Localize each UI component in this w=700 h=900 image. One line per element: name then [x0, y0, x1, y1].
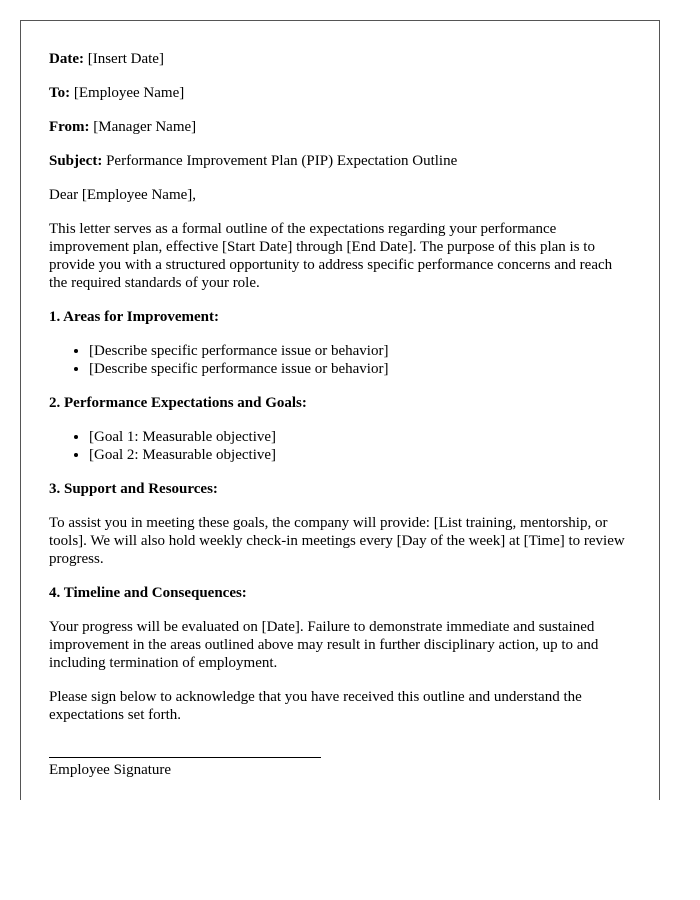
date-label: Date:	[49, 51, 84, 67]
list-item: • [Describe specific performance issue or behavior]	[89, 360, 631, 378]
goals-list	[49, 428, 631, 464]
subject-label: Subject:	[49, 153, 103, 169]
subject-line	[49, 152, 631, 170]
section-heading-support-resources: 3. Support and Resources:	[49, 481, 218, 497]
list-item: • [Goal 2: Measurable objective]	[89, 446, 631, 464]
from-line	[49, 118, 631, 136]
intro-paragraph: This letter serves as a formal outline of the expectations regarding your performance improvement plan, effective [Start Date] through [End Date]. The purpose of this plan is to provide you with a structured opportunity to address specific performance concerns and reach the required standards of your role.	[49, 221, 613, 291]
signature-line	[49, 757, 321, 758]
to-line	[49, 84, 631, 102]
improvement-list	[49, 342, 631, 378]
letter-document	[20, 20, 660, 800]
from-label: From:	[49, 119, 90, 135]
greeting: Dear [Employee Name],	[49, 187, 197, 203]
subject-value: Performance Improvement Plan (PIP) Expectation Outline	[106, 153, 458, 169]
section-heading-timeline-consequences: 4. Timeline and Consequences:	[49, 585, 247, 601]
support-paragraph: To assist you in meeting these goals, the company will provide: [List training, mentorship, or tools]. We will also hold weekly check-in meetings every [Day of the week] at [Time] to review progress.	[49, 515, 625, 567]
signature-label: Employee Signature	[49, 762, 172, 778]
section-heading-areas-for-improvement: 1. Areas for Improvement:	[49, 309, 219, 325]
timeline-paragraph: Your progress will be evaluated on [Date]. Failure to demonstrate immediate and sustained improvement in the areas outlined above may result in further disciplinary action, up to and including termination of employment.	[49, 619, 599, 671]
list-item: • [Describe specific performance issue or behavior]	[89, 342, 631, 360]
date-line	[49, 50, 631, 68]
from-value: [Manager Name]	[93, 119, 197, 135]
to-label: To:	[49, 85, 71, 101]
section-heading-expectations-goals: 2. Performance Expectations and Goals:	[49, 395, 307, 411]
list-item: • [Goal 1: Measurable objective]	[89, 428, 631, 446]
closing-paragraph: Please sign below to acknowledge that you have received this outline and understand the expectations set forth.	[49, 689, 582, 723]
date-value: [Insert Date]	[87, 51, 164, 67]
to-value: [Employee Name]	[73, 85, 185, 101]
